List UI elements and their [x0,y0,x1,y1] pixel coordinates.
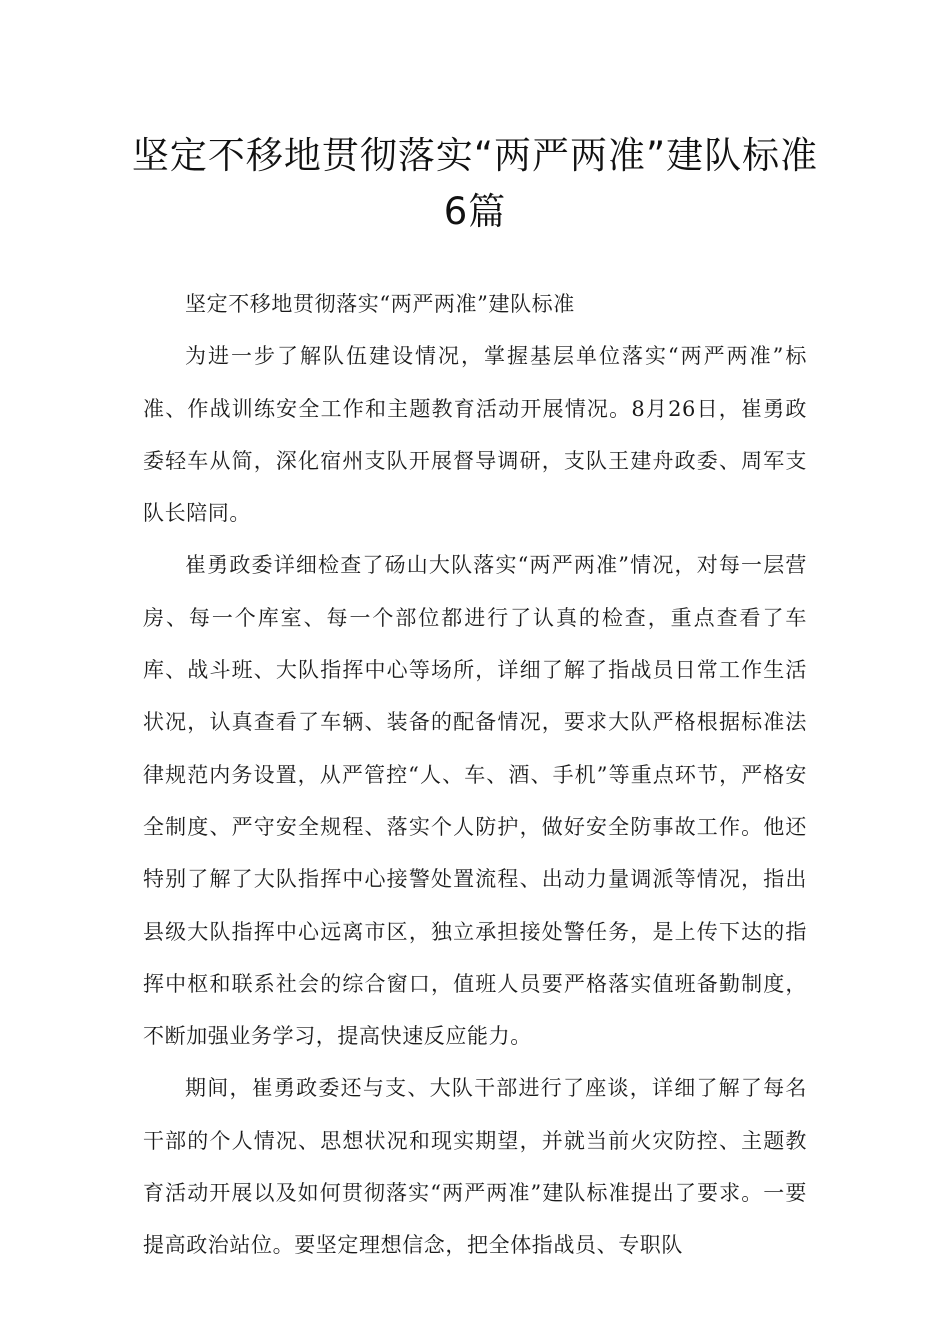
paragraph-inspection: 崔勇政委详细检查了砀山大队落实“两严两准”情况，对每一层营房、每一个库室、每一个部位都进行了认真的检查，重点查看了车库、战斗班、大队指挥中心等场所，详细了解了指战员日常工作生活状况，认真查看了车辆、装备的配备情况，要求大队严格根据标准法律规范内务设置，从严管控“人、车、酒、手机”等重点环节，严格安全制度、严守安全规程、落实个人防护，做好安全防事故工作。他还特别了解了大队指挥中心接警处置流程、出动力量调派等情况，指出县级大队指挥中心远离市区，独立承担接处警任务，是上传下达的指挥中枢和联系社会的综合窗口，值班人员要严格落实值班备勤制度，不断加强业务学习，提高快速反应能力。 [143,553,807,1049]
paragraph-meeting: 期间，崔勇政委还与支、大队干部进行了座谈，详细了解了每名干部的个人情况、思想状况和现实期望，并就当前火灾防控、主题教育活动开展以及如何贯彻落实“两严两准”建队标准提出了要求。一要提高政治站位。要坚定理想信念，把全体指战员、专职队 [143,1076,807,1258]
paragraph-intro: 为进一步了解队伍建设情况，掌握基层单位落实“两严两准”标准、作战训练安全工作和主题教育活动开展情况。8月26日，崔勇政委轻车从简，深化宿州支队开展督导调研，支队王建舟政委、周军支队长陪同。 [143,344,807,526]
document-body [143,278,807,1272]
paragraph-subtitle: 坚定不移地贯彻落实“两严两准”建队标准 [185,292,575,316]
document-title: 坚定不移地贯彻落实“两严两准”建队标准6篇 [131,134,819,233]
